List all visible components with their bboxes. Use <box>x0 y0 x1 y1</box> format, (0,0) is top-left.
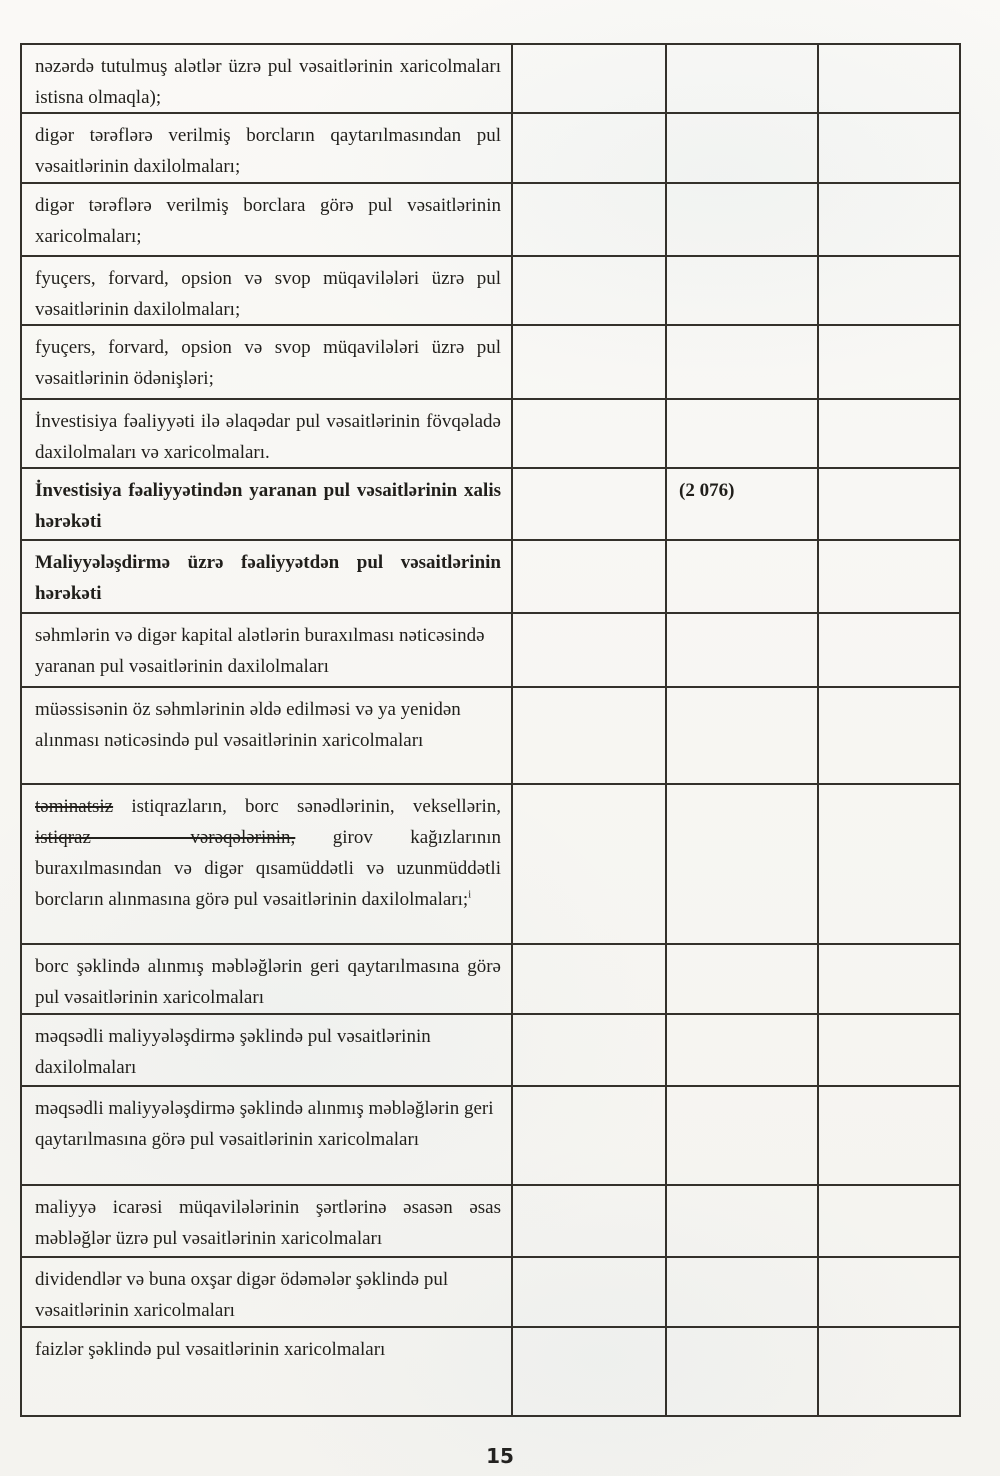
value-cell <box>817 257 959 324</box>
row-description: səhmlərin və digər kapital alətlərin buraxılması nəticəsində yaranan pul vəsaitlərinin daxilolmaları <box>35 625 485 677</box>
row-description <box>22 785 511 943</box>
value-cell <box>511 614 665 686</box>
row-description: faizlər şəklində pul vəsaitlərinin xaricolmaları <box>35 1339 386 1360</box>
value-cell <box>511 1186 665 1256</box>
value-cell <box>665 257 817 324</box>
value-cell <box>511 1015 665 1085</box>
table-row <box>22 257 959 326</box>
table-row <box>22 688 959 785</box>
value-cell <box>817 688 959 783</box>
table-row <box>22 1186 959 1258</box>
value-cell <box>665 184 817 255</box>
row-description: məqsədli maliyyələşdirmə şəklində alınmış məbləğlərin geri qaytarılmasına görə pul vəsaitlərinin xaricolmaları <box>35 1098 494 1150</box>
value-cell <box>511 945 665 1013</box>
row-description: Maliyyələşdirmə üzrə fəaliyyətdən pul vəsaitlərinin hərəkəti <box>35 552 501 604</box>
value-cell <box>817 400 959 467</box>
value-cell <box>817 45 959 112</box>
value-cell <box>511 400 665 467</box>
value-cell <box>665 1087 817 1184</box>
value-cell <box>665 785 817 943</box>
row-description: fyuçers, forvard, opsion və svop müqavilələri üzrə pul vəsaitlərinin ödənişləri; <box>35 337 501 389</box>
value-cell <box>665 688 817 783</box>
value-cell <box>665 945 817 1013</box>
row-description: dividendlər və buna oxşar digər ödəmələr şəklində pul vəsaitlərinin xaricolmaları <box>35 1269 449 1321</box>
table-row-with-strikethrough <box>22 785 959 945</box>
value-cell <box>511 257 665 324</box>
row-text: girov kağızlarının buraxılmasından və digər qısamüddətli və uzunmüddətli borcların alınmasına görə pul vəsaitlərinin daxilolmaları; <box>35 827 501 910</box>
value-cell <box>817 1087 959 1184</box>
value-cell <box>817 114 959 182</box>
value-cell <box>817 1015 959 1085</box>
table-row-subtotal-investing <box>22 469 959 541</box>
value-cell <box>665 45 817 112</box>
row-description: İnvestisiya fəaliyyətindən yaranan pul vəsaitlərinin xalis hərəkəti <box>35 480 501 532</box>
value-cell <box>511 688 665 783</box>
value-cell <box>511 114 665 182</box>
value-cell <box>665 114 817 182</box>
value-cell <box>817 469 959 539</box>
value-cell <box>511 45 665 112</box>
value-cell <box>817 785 959 943</box>
row-description: digər tərəflərə verilmiş borclara görə pul vəsaitlərinin xaricolmaları; <box>35 195 501 247</box>
table-row <box>22 1015 959 1087</box>
value-cell <box>817 326 959 398</box>
value-cell <box>511 326 665 398</box>
table-row <box>22 1258 959 1328</box>
value-cell <box>665 326 817 398</box>
struck-text: istiqraz vərəqələrinin, <box>35 827 296 848</box>
table-row-section-financing <box>22 541 959 614</box>
value-cell <box>817 614 959 686</box>
table-row <box>22 945 959 1015</box>
table-row <box>22 1328 959 1415</box>
value-cell <box>817 1328 959 1415</box>
value-cell <box>511 1087 665 1184</box>
table-row <box>22 45 959 114</box>
table-row <box>22 400 959 469</box>
value-cell <box>817 541 959 612</box>
value-cell <box>665 1186 817 1256</box>
value-cell <box>665 1328 817 1415</box>
row-description: borc şəklində alınmış məbləğlərin geri qaytarılmasına görə pul vəsaitlərinin xaricolmaları <box>35 956 501 1008</box>
value-cell <box>511 541 665 612</box>
row-description: maliyyə icarəsi müqavilələrinin şərtlərinə əsasən əsas məbləğlər üzrə pul vəsaitlərinin xaricolmaları <box>35 1197 501 1249</box>
row-description: nəzərdə tutulmuş alətlər üzrə pul vəsaitlərinin xaricolmaları istisna olmaqla); <box>35 56 501 108</box>
value-cell <box>511 1328 665 1415</box>
value-cell <box>511 184 665 255</box>
value-cell <box>665 1258 817 1326</box>
value-cell <box>511 1258 665 1326</box>
cash-flow-table <box>20 43 961 1417</box>
value-cell <box>817 184 959 255</box>
table-row <box>22 184 959 257</box>
value-cell <box>511 469 665 539</box>
row-description: müəssisənin öz səhmlərinin əldə edilməsi və ya yenidən alınması nəticəsində pul vəsaitlərinin xaricolmaları <box>35 699 461 751</box>
row-description: İnvestisiya fəaliyyəti ilə əlaqədar pul vəsaitlərinin fövqəladə daxilolmaları və xaricolmaları. <box>35 411 501 463</box>
row-description: fyuçers, forvard, opsion və svop müqavilələri üzrə pul vəsaitlərinin daxilolmaları; <box>35 268 501 320</box>
value-cell <box>665 400 817 467</box>
value-cell <box>511 785 665 943</box>
value-cell <box>817 1186 959 1256</box>
value-cell <box>665 541 817 612</box>
struck-text: təminatsiz <box>35 796 114 817</box>
row-text: istiqrazların, borc sənədlərinin, veksellərin, <box>113 796 501 817</box>
table-row <box>22 614 959 688</box>
row-description: digər tərəflərə verilmiş borcların qaytarılmasından pul vəsaitlərinin daxilolmaları; <box>35 125 501 177</box>
superscript-mark: i <box>468 888 472 901</box>
value-cell <box>817 1258 959 1326</box>
table-row <box>22 114 959 184</box>
value-cell-net-investing: (2 076) <box>665 469 817 539</box>
row-description: məqsədli maliyyələşdirmə şəklində pul vəsaitlərinin daxilolmaları <box>35 1026 431 1078</box>
table-row <box>22 1087 959 1186</box>
page-number: 15 <box>486 1444 514 1468</box>
value-cell <box>665 1015 817 1085</box>
table-row <box>22 326 959 400</box>
value-cell <box>665 614 817 686</box>
value-cell <box>817 945 959 1013</box>
